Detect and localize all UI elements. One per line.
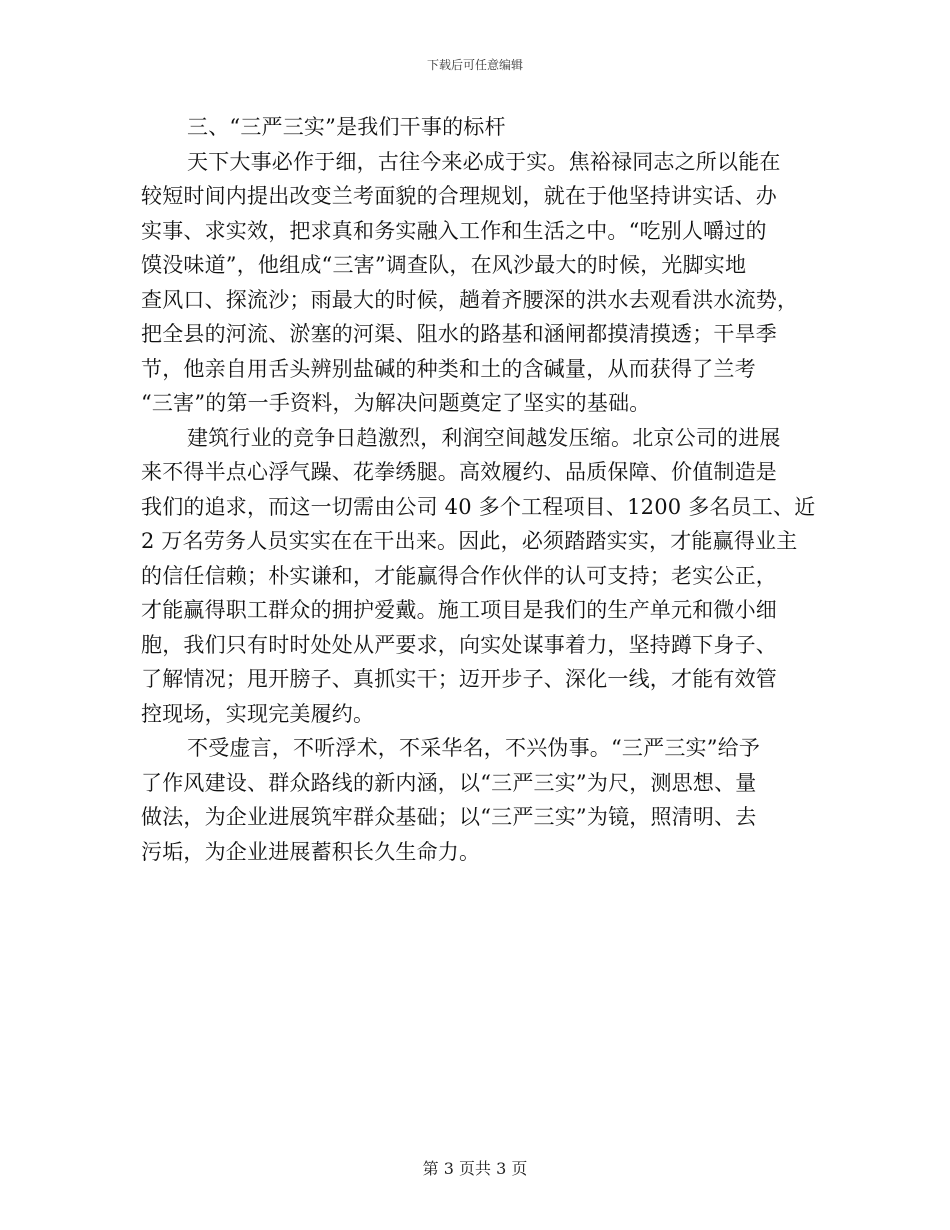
paragraph-line: 较短时间内提出改变兰考面貌的合理规划，就在于他坚持讲实话、办: [141, 184, 777, 208]
section-heading: [141, 110, 813, 145]
paragraph-line: 了作风建设、群众路线的新内涵，以“三严三实”为尺，测思想、量: [141, 770, 757, 795]
paragraph-line: 来不得半点心浮气躁、花拳绣腿。高效履约、品质保障、价值制造是: [141, 460, 777, 484]
paragraph-line: 胞，我们只有时时处处从严要求，向实处谋事着力，坚持蹲下身子、: [141, 632, 777, 657]
paragraph-line: 节，他亲自用舌头辨别盐碱的种类和土的含碱量，从而获得了兰考: [141, 356, 756, 381]
paragraph-line: 把全县的河流、淤塞的河渠、阻水的路基和涵闸都摸清摸透；干旱季: [141, 322, 777, 346]
document-body: [141, 110, 816, 869]
paragraph-line: 做法，为企业进展筑牢群众基础；以“三严三实”为镜，照清明、去: [141, 805, 757, 829]
paragraph-line: 才能赢得职工群众的拥护爱戴。施工项目是我们的生产单元和微小细: [141, 598, 777, 622]
paragraph-line: 污垢，为企业进展蓄积长久生命力。: [141, 839, 481, 864]
paragraph-line: 控现场，实现完美履约。: [141, 701, 375, 726]
header-note: 下载后可任意编辑: [426, 58, 523, 72]
paragraph-line: 实事、求实效，把求真和务实融入工作和生活之中。“吃别人嚼过的: [141, 218, 767, 243]
paragraph-line: 不受虚言，不听浮术，不采华名，不兴伪事。“三严三实”给予: [187, 736, 761, 760]
paragraph-3: [141, 731, 813, 869]
paragraph-line: 天下大事必作于细，古往今来必成于实。焦裕禄同志之所以能在: [187, 149, 781, 174]
paragraph-line: 建筑行业的竞争日趋激烈，利润空间越发压缩。北京公司的进展: [187, 425, 781, 450]
paragraph-line: 2 万名劳务人员实实在在干出来。因此，必须踏踏实实，才能赢得业主: [141, 529, 798, 553]
paragraph-line: “三害”的第一手资料，为解决问题奠定了坚实的基础。: [141, 391, 651, 415]
paragraph-line: 了解情况；甩开膀子、真抓实干；迈开步子、深化一线，才能有效管: [141, 667, 777, 691]
paragraph-2: [141, 421, 816, 732]
page-number: 第 3 页共 3 页: [422, 1159, 528, 1178]
paragraph-line: 查风口、探流沙；雨最大的时候，趟着齐腰深的洪水去观看洪水流势，: [141, 287, 799, 312]
paragraph-line: 馍没味道”，他组成“三害”调查队，在风沙最大的时候，光脚实地: [141, 253, 747, 277]
paragraph-line: 我们的追求，而这一切需由公司 40 多个工程项目、1200 多名员工、近: [141, 494, 816, 519]
paragraph-line: 的信任信赖；朴实谦和，才能赢得合作伙伴的认可支持；老实公正，: [141, 563, 777, 588]
heading-text: 三、“三严三实”是我们干事的标杆: [187, 115, 506, 139]
paragraph-1: [141, 145, 813, 421]
